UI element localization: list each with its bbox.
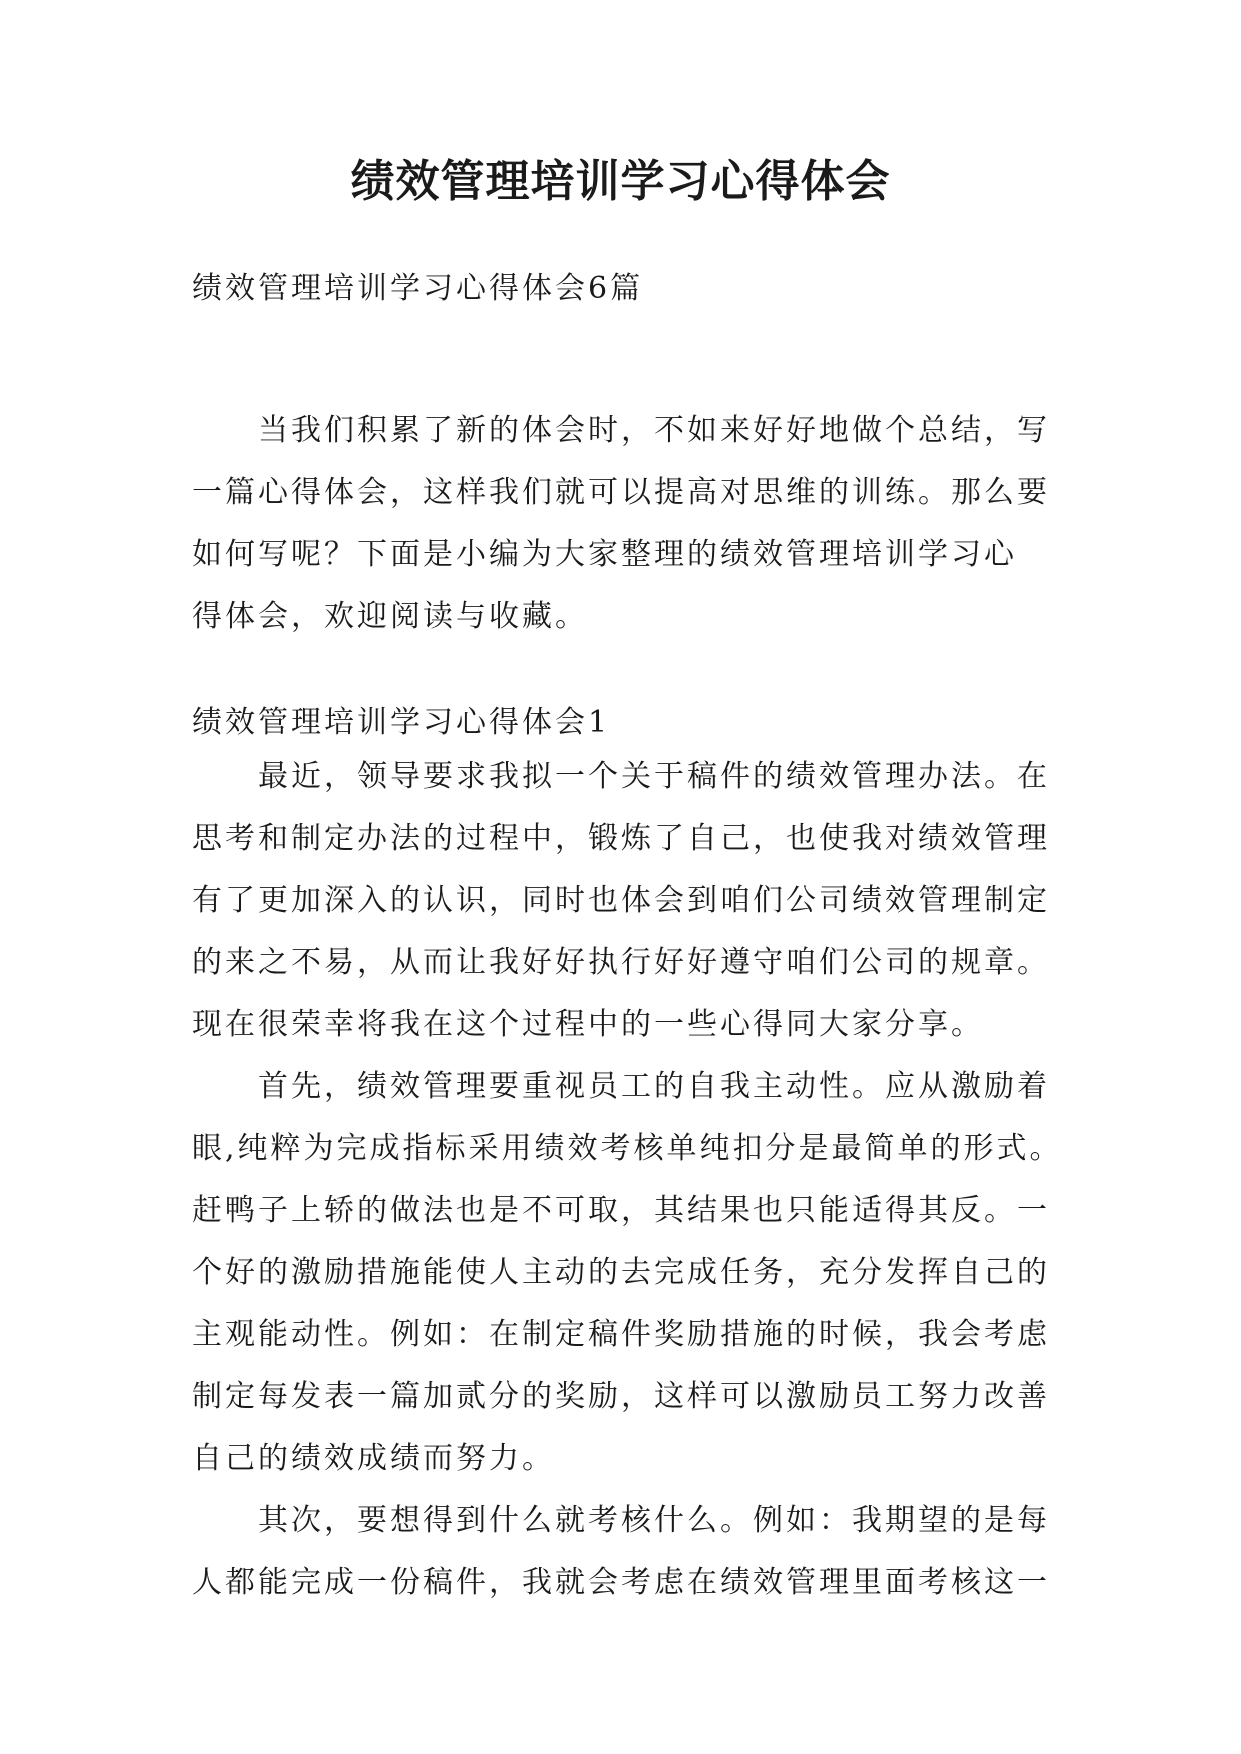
section-body [192,746,1072,1614]
paragraph-line: 主观能动性。例如：在制定稿件奖励措施的时候，我会考虑 [192,1317,1050,1352]
paragraph-line: 人都能完成一份稿件，我就会考虑在绩效管理里面考核这一 [192,1565,1050,1600]
intro-line: 得体会，欢迎阅读与收藏。 [192,599,588,634]
document-subtitle: 绩效管理培训学习心得体会6篇 [192,271,644,306]
paragraph-line: 其次，要想得到什么就考核什么。例如：我期望的是每 [258,1503,1050,1538]
paragraph-line: 首先，绩效管理要重视员工的自我主动性。应从激励着 [258,1069,1050,1104]
paragraph-line: 思考和制定办法的过程中，锻炼了自己，也使我对绩效管理 [192,821,1050,856]
paragraph-line: 个好的激励措施能使人主动的去完成任务，充分发挥自己的 [192,1255,1050,1290]
intro-line: 一篇心得体会，这样我们就可以提高对思维的训练。那么要 [192,475,1050,510]
document-title: 绩效管理培训学习心得体会 [350,156,891,207]
paragraph-line: 赶鸭子上轿的做法也是不可取，其结果也只能适得其反。一 [192,1193,1050,1228]
intro-paragraph [192,400,1072,648]
paragraph-line: 有了更加深入的认识，同时也体会到咱们公司绩效管理制定 [192,883,1050,918]
intro-line: 当我们积累了新的体会时，不如来好好地做个总结，写 [258,413,1050,448]
paragraph-line: 的来之不易，从而让我好好执行好好遵守咱们公司的规章。 [192,945,1050,980]
intro-line: 如何写呢？下面是小编为大家整理的绩效管理培训学习心 [192,537,1017,572]
section-heading: 绩效管理培训学习心得体会1 [192,705,611,740]
paragraph-line: 现在很荣幸将我在这个过程中的一些心得同大家分享。 [192,1007,984,1042]
paragraph-line: 眼,纯粹为完成指标采用绩效考核单纯扣分是最简单的形式。 [192,1131,1063,1166]
paragraph-line: 自己的绩效成绩而努力。 [192,1441,555,1476]
paragraph-line: 制定每发表一篇加贰分的奖励，这样可以激励员工努力改善 [192,1379,1050,1414]
paragraph-line: 最近，领导要求我拟一个关于稿件的绩效管理办法。在 [258,759,1050,794]
